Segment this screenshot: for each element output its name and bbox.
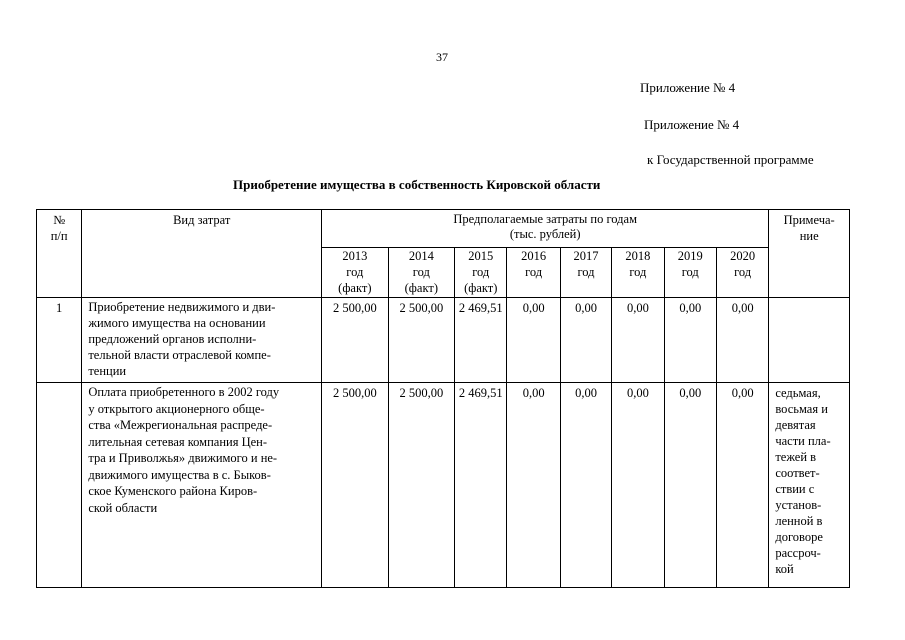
row-value: 2 469,51 <box>455 383 507 588</box>
row-value: 0,00 <box>507 298 560 383</box>
page-number: 37 <box>436 50 448 64</box>
row-value: 0,00 <box>716 298 768 383</box>
row-num: 1 <box>37 298 82 383</box>
table-row <box>37 298 850 383</box>
year-header: 2018 год <box>612 248 664 298</box>
row-num <box>37 383 82 588</box>
row-value: 0,00 <box>612 298 664 383</box>
document-title: Приобретение имущества в собственность Кировской области <box>233 177 601 192</box>
expense-table <box>36 209 850 588</box>
appendix-line-1: Приложение № 4 <box>640 80 736 95</box>
header-note: Примеча- ние <box>769 210 850 298</box>
row-value: 2 500,00 <box>322 298 388 383</box>
row-note: седьмая, восьмая и девятая части пла- тежей в соответ- ствии с установ- ленной в договоре рассроч- кой <box>769 383 850 588</box>
year-header: 2013 год (факт) <box>322 248 388 298</box>
row-value: 2 469,51 <box>455 298 507 383</box>
row-value: 0,00 <box>716 383 768 588</box>
year-header: 2016 год <box>507 248 560 298</box>
row-value: 0,00 <box>664 383 716 588</box>
header-num: № п/п <box>37 210 82 298</box>
row-note <box>769 298 850 383</box>
appendix-line-2: Приложение № 4 <box>644 117 740 132</box>
header-type: Вид затрат <box>82 210 322 298</box>
year-header: 2017 год <box>560 248 611 298</box>
year-header: 2015 год (факт) <box>455 248 507 298</box>
table-row <box>37 383 850 588</box>
header-costs: Предполагаемые затраты по годам (тыс. рублей) <box>322 210 769 248</box>
row-description: Оплата приобретенного в 2002 году у открытого акционерного обще- ства «Межрегиональная распреде- лительная сетевая компания Цен- тра и Приволжья» движимого и не- движимого имущества в с. Быков- ское Куменского района Киров- ской области <box>82 383 322 588</box>
row-value: 0,00 <box>612 383 664 588</box>
row-description: Приобретение недвижимого и дви- жимого имущества на основании предложений органов исполни- тельной власти отраслевой компе- тенции <box>82 298 322 383</box>
row-value: 2 500,00 <box>388 383 454 588</box>
year-header: 2019 год <box>664 248 716 298</box>
row-value: 2 500,00 <box>322 383 388 588</box>
row-value: 0,00 <box>507 383 560 588</box>
row-value: 0,00 <box>664 298 716 383</box>
appendix-line-3: к Государственной программе <box>647 152 814 167</box>
row-value: 2 500,00 <box>388 298 454 383</box>
row-value: 0,00 <box>560 383 611 588</box>
year-header: 2014 год (факт) <box>388 248 454 298</box>
row-value: 0,00 <box>560 298 611 383</box>
year-header: 2020 год <box>716 248 768 298</box>
